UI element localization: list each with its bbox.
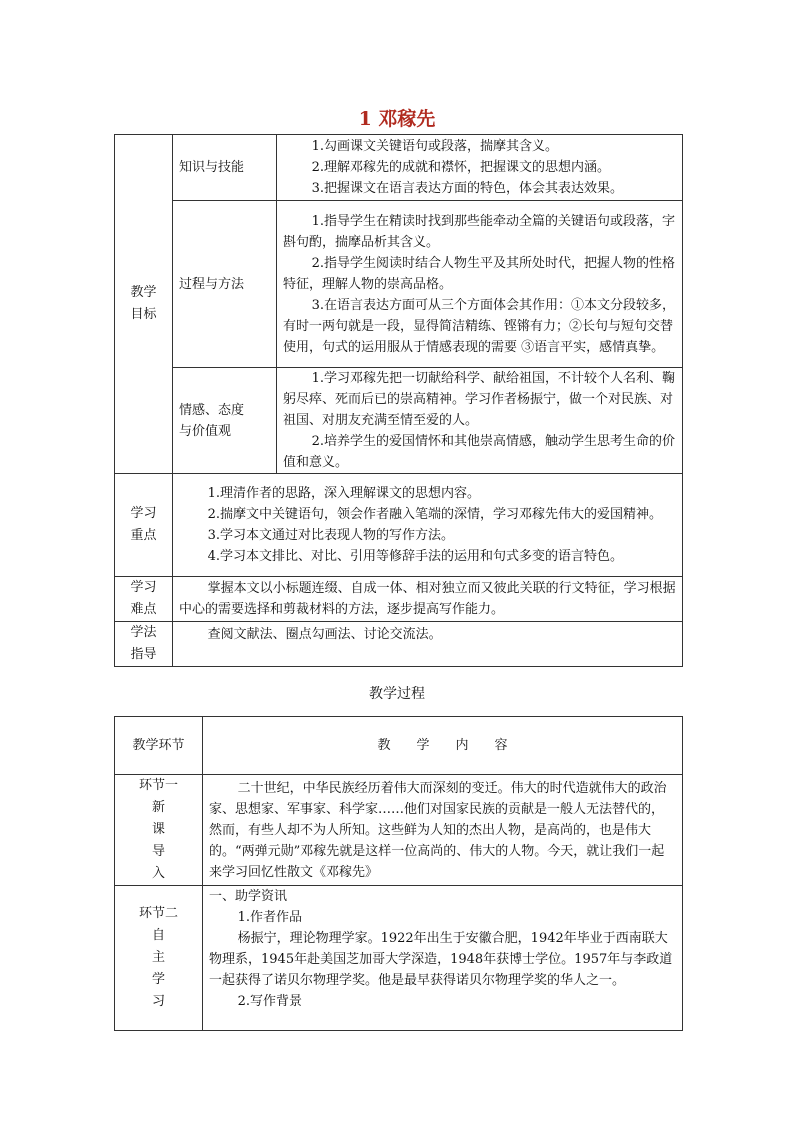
- objectives-table: [114, 134, 683, 667]
- emotion-content: [277, 368, 683, 474]
- key-point-item: 4.学习本文排比、对比、引用等修辞手法的运用和句式多变的语言特色。: [207, 549, 623, 564]
- key-points-content: [173, 474, 683, 577]
- difficulties-label: [115, 577, 173, 622]
- step1-label-line: 课: [151, 822, 165, 837]
- knowledge-item: 2.理解邓稼先的成就和襟怀，把握课文的思想内涵。: [311, 160, 610, 175]
- step2-label-line: 习: [151, 994, 165, 1009]
- objectives-row-label: [115, 135, 173, 474]
- methods-content: [173, 622, 683, 667]
- emotion-item: 1.学习邓稼先把一切献给科学、献给祖国，不计较个人名利、鞠躬尽瘁、死而后已的崇高精神。学习作者杨振宁，做一个对民族、对祖国、对朋友充满至情至爱的人。: [283, 371, 675, 428]
- emotion-label-line1: 情感、态度: [179, 402, 245, 418]
- process-label: 过程与方法: [173, 201, 277, 368]
- step1-label: [115, 775, 203, 886]
- step2-sub1: 1.作者作品: [237, 910, 302, 925]
- step2-label-line: 自: [151, 928, 165, 943]
- key-point-item: 2.揣摩文中关键语句，领会作者融入笔端的深情，学习邓稼先伟大的爱国精神。: [207, 507, 662, 522]
- step1-label-line: 环节一: [138, 778, 178, 793]
- knowledge-item: 1.勾画课文关键语句或段落，揣摩其含义。: [311, 139, 558, 154]
- difficulties-text: 掌握本文以小标题连缀、自成一体、相对独立而又彼此关联的行文特征，学习根据中心的需要选择和剪裁材料的方法，逐步提高写作能力。: [179, 581, 676, 617]
- step2-label-line: 环节二: [138, 906, 178, 921]
- key-points-label-line2: 重点: [130, 528, 157, 543]
- emotion-item: 2.培养学生的爱国情怀和其他崇高情感，触动学生思考生命的价值和意义。: [283, 434, 675, 470]
- key-point-item: 1.理清作者的思路，深入理解课文的思想内容。: [207, 486, 480, 501]
- difficulties-content: [173, 577, 683, 622]
- process-item: 3.在语言表达方面可从三个方面体会其作用：①本文分段较多，有时一两句就是一段，显得简洁精练、铿锵有力；②长句与短句交替使用，句式的运用服从于情感表现的需要 ③语言平实，感情真挚。: [283, 297, 675, 355]
- step1-label-line: 新: [151, 800, 165, 815]
- difficulties-label-line2: 难点: [130, 602, 157, 617]
- key-points-label: [115, 474, 173, 577]
- step2-label: [115, 886, 203, 1031]
- step2-label-line: 主: [151, 950, 165, 965]
- knowledge-item: 3.把握课文在语言表达方面的特色，体会其表达效果。: [311, 181, 623, 196]
- page-title: 1 邓稼先: [358, 108, 436, 130]
- objectives-label-line1: 教学: [130, 285, 157, 300]
- methods-label-line1: 学法: [130, 625, 157, 640]
- step2-content: [203, 886, 683, 1031]
- process-header-right: 教 学 内 容: [203, 717, 683, 775]
- step2-label-line: 学: [151, 972, 165, 987]
- step2-heading: 一、助学资讯: [209, 889, 288, 904]
- methods-label-line2: 指导: [130, 647, 157, 662]
- methods-label: [115, 622, 173, 667]
- step2-sub2: 2.写作背景: [237, 994, 302, 1009]
- process-section-title: 教学过程: [369, 686, 425, 702]
- emotion-label: [173, 368, 277, 474]
- step1-content: [203, 775, 683, 886]
- step1-label-line: 入: [151, 866, 165, 881]
- key-point-item: 3.学习本文通过对比表现人物的写作方法。: [207, 528, 454, 543]
- objectives-label-line2: 目标: [130, 307, 157, 322]
- step1-text: 二十世纪，中华民族经历着伟大而深刻的变迁。伟大的时代造就伟大的政治家、思想家、军事家、科学家……他们对国家民族的贡献是一般人无法替代的，然而，有些人却不为人所知。这些鲜为人知的杰出人物，是高尚的，也是伟大的。“两弹元勋”邓稼先就是这样一位高尚的、伟大的人物。今天，就让我们一起来学习回忆性散文《邓稼先》: [209, 780, 667, 880]
- knowledge-content: [277, 135, 683, 201]
- difficulties-label-line1: 学习: [130, 580, 157, 595]
- step2-para: 杨振宁，理论物理学家。1922年出生于安徽合肥，1942年毕业于西南联大物理系，1945年赴美国芝加哥大学深造，1948年获博士学位。1957年与李政道一起获得了诺贝尔物理学奖。他是最早获得诺贝尔物理学奖的华人之一。: [209, 931, 673, 988]
- process-content: [277, 201, 683, 368]
- step1-label-line: 导: [151, 844, 165, 859]
- process-header-left: 教学环节: [115, 717, 203, 775]
- process-item: 2.指导学生阅读时结合人物生平及其所处时代，把握人物的性格特征，理解人物的崇高品格。: [283, 255, 675, 292]
- process-item: 1.指导学生在精读时找到那些能牵动全篇的关键语句或段落，字斟句酌，揣摩品析其含义。: [283, 213, 675, 250]
- emotion-label-line2: 与价值观: [179, 423, 232, 439]
- methods-text: 查阅文献法、圈点勾画法、讨论交流法。: [207, 627, 442, 642]
- knowledge-label: 知识与技能: [173, 135, 277, 201]
- key-points-label-line1: 学习: [130, 506, 157, 521]
- process-table: [114, 716, 683, 1031]
